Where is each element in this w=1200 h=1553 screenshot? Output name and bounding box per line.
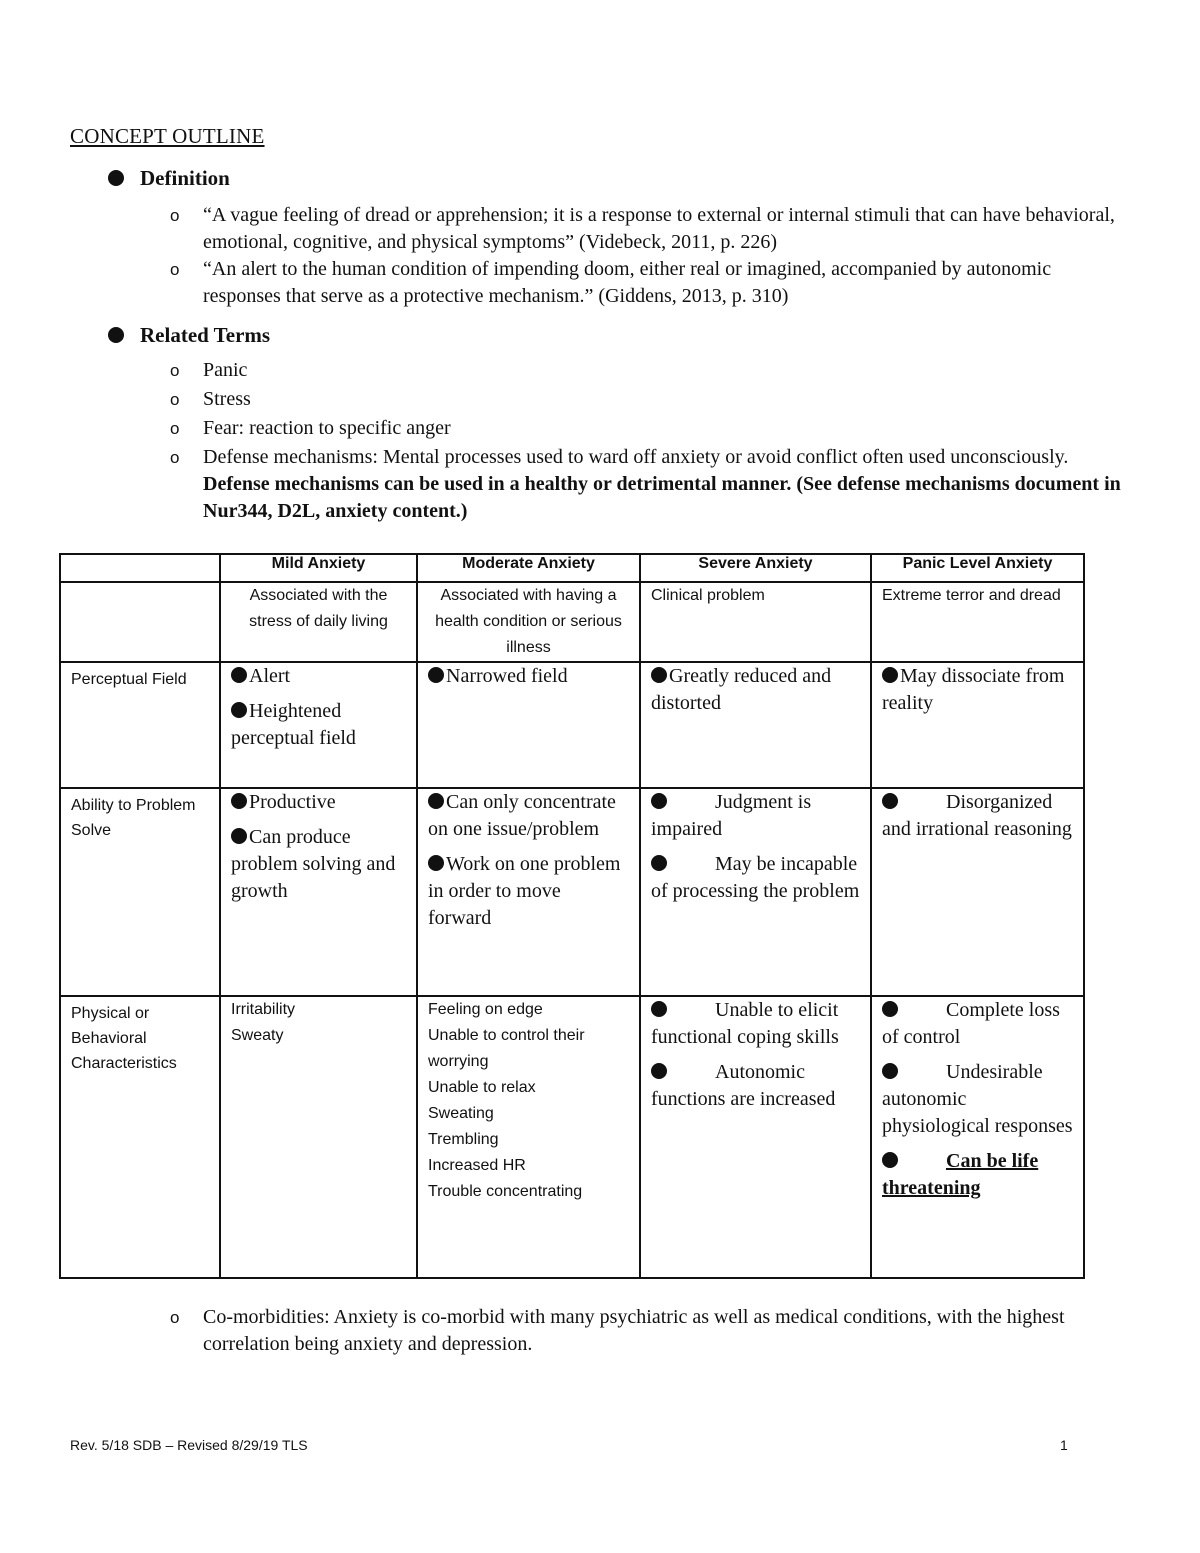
cell-text: Can produce problem solving and growth <box>231 826 396 902</box>
table-row <box>60 788 1084 996</box>
table-cell <box>220 996 417 1278</box>
list-item <box>428 851 629 932</box>
cell-text: Sweaty <box>231 1027 284 1044</box>
bullet-icon <box>651 855 667 871</box>
term-text: Fear: reaction to specific anger <box>203 417 451 439</box>
table-cell: Clinical problem <box>640 582 871 662</box>
defense-bold-text: Defense mechanisms can be used in a healthy or detrimental manner. (See defense mechanisms document in Nur344, D2L, anxiety content.) <box>203 473 1121 522</box>
page-title: CONCEPT OUTLINE <box>70 124 265 148</box>
term-text: Panic <box>203 359 248 381</box>
circle-bullet-icon: o <box>170 1308 180 1327</box>
section-related-terms <box>108 323 270 348</box>
list-item <box>231 663 406 690</box>
bullet-icon <box>882 793 898 809</box>
row-label: Physical or Behavioral Characteristics <box>60 996 220 1278</box>
list-item <box>882 1059 1073 1140</box>
circle-bullet-icon: o <box>170 448 180 467</box>
cell-text: Increased HR <box>428 1157 526 1174</box>
table-cell <box>871 662 1084 788</box>
cell-text: May be incapable of processing the problem <box>651 853 860 902</box>
circle-bullet-icon: o <box>170 361 180 380</box>
list-item <box>882 663 1073 717</box>
table-cell: Extreme terror and dread <box>871 582 1084 662</box>
cell-text: Disorganized and irrational reasoning <box>882 791 1072 840</box>
table-cell: Associated with the stress of daily living <box>220 582 417 662</box>
list-item <box>651 789 860 843</box>
list-item <box>651 997 860 1051</box>
cell-text: Can be life threatening <box>882 1150 1039 1199</box>
bullet-icon <box>108 327 124 343</box>
cell-text: Undesirable autonomic physiological responses <box>882 1061 1073 1137</box>
cell-text: Feeling on edge <box>428 1001 543 1018</box>
list-item <box>651 851 860 905</box>
term-item <box>170 444 1130 525</box>
comorbidities-item <box>170 1304 1130 1358</box>
table-cell <box>640 788 871 996</box>
cell-text: Can only concentrate on one issue/problem <box>428 791 616 840</box>
table-cell <box>220 788 417 996</box>
circle-bullet-icon: o <box>170 390 180 409</box>
table-row <box>60 582 1084 662</box>
bullet-icon <box>882 1001 898 1017</box>
bullet-icon <box>651 1063 667 1079</box>
table-header-cell: Moderate Anxiety <box>417 554 640 582</box>
list-item <box>231 698 406 752</box>
bullet-icon <box>882 1152 898 1168</box>
list-item <box>231 789 406 816</box>
circle-bullet-icon: o <box>170 419 180 438</box>
list-item <box>231 824 406 905</box>
list-item <box>651 1059 860 1113</box>
section-heading: Related Terms <box>140 323 271 347</box>
cell-text: Autonomic functions are increased <box>651 1061 836 1110</box>
bullet-icon <box>428 667 444 683</box>
table-row <box>60 662 1084 788</box>
table-header-cell: Mild Anxiety <box>220 554 417 582</box>
bullet-icon <box>428 855 444 871</box>
cell-text: Complete loss of control <box>882 999 1060 1048</box>
cell-text: Alert <box>249 665 291 687</box>
bullet-icon <box>651 667 667 683</box>
list-item <box>882 1148 1073 1202</box>
table-header-cell: Panic Level Anxiety <box>871 554 1084 582</box>
cell-text: Trembling <box>428 1131 499 1148</box>
cell-text: May dissociate from reality <box>882 665 1065 714</box>
list-item <box>882 789 1073 843</box>
term-text: Stress <box>203 388 251 410</box>
table-cell <box>220 662 417 788</box>
list-item <box>882 997 1073 1051</box>
cell-text: Heightened perceptual field <box>231 700 356 749</box>
cell-text: Work on one problem in order to move forward <box>428 853 621 929</box>
table-cell <box>640 996 871 1278</box>
cell-text: Trouble concentrating <box>428 1183 583 1200</box>
bullet-icon <box>651 1001 667 1017</box>
footer-revision: Rev. 5/18 SDB – Revised 8/29/19 TLS <box>70 1437 308 1453</box>
term-item <box>170 386 1130 413</box>
definition-item <box>170 256 1130 310</box>
anxiety-levels-table <box>59 553 1085 1279</box>
bullet-icon <box>231 793 247 809</box>
table-header-cell <box>60 554 220 582</box>
bullet-icon <box>231 702 247 718</box>
cell-text: Sweating <box>428 1105 494 1122</box>
definition-item <box>170 202 1130 256</box>
comorbidities-text: Co-morbidities: Anxiety is co-morbid with many psychiatric as well as medical conditions, with the highest correlation being anxiety and depression. <box>203 1306 1065 1355</box>
circle-bullet-icon: o <box>170 260 180 279</box>
table-cell <box>417 996 640 1278</box>
page-number: 1 <box>1060 1437 1068 1453</box>
bullet-icon <box>108 170 124 186</box>
cell-text: Unable to elicit functional coping skills <box>651 999 839 1048</box>
table-cell: Associated with having a health condition or serious illness <box>417 582 640 662</box>
bullet-icon <box>882 667 898 683</box>
bullet-icon <box>428 793 444 809</box>
table-header-cell: Severe Anxiety <box>640 554 871 582</box>
list-item <box>428 789 629 843</box>
definition-text: “An alert to the human condition of impending doom, either real or imagined, accompanied by autonomic responses that serve as a protective mechanism.” (Giddens, 2013, p. 310) <box>203 258 1052 307</box>
definition-text: “A vague feeling of dread or apprehension; it is a response to external or internal stimuli that can have behavioral, emotional, cognitive, and physical symptoms” (Videbeck, 2011, p. 226) <box>203 204 1115 253</box>
table-row <box>60 996 1084 1278</box>
bullet-icon <box>231 828 247 844</box>
bullet-icon <box>882 1063 898 1079</box>
circle-bullet-icon: o <box>170 206 180 225</box>
row-label: Ability to Problem Solve <box>60 788 220 996</box>
section-definition <box>108 166 230 191</box>
table-cell <box>640 662 871 788</box>
bullet-icon <box>651 793 667 809</box>
row-label: Perceptual Field <box>60 662 220 788</box>
table-cell <box>60 582 220 662</box>
cell-text: Irritability <box>231 1001 296 1018</box>
term-text <box>203 444 1130 525</box>
table-cell <box>871 788 1084 996</box>
cell-text: Judgment is impaired <box>651 791 812 840</box>
cell-text: Unable to control their worrying <box>428 1027 585 1070</box>
term-item <box>170 357 1130 384</box>
cell-text: Unable to relax <box>428 1079 536 1096</box>
section-heading: Definition <box>140 166 230 190</box>
cell-text: Narrowed field <box>446 665 568 687</box>
table-cell <box>871 996 1084 1278</box>
table-cell <box>417 788 640 996</box>
defense-text: Defense mechanisms: Mental processes used to ward off anxiety or avoid conflict often used unconsciously. <box>203 446 1069 468</box>
bullet-icon <box>231 667 247 683</box>
list-item <box>428 663 629 690</box>
cell-text: Productive <box>249 791 336 813</box>
table-header-row <box>60 554 1084 582</box>
cell-text: Greatly reduced and distorted <box>651 665 832 714</box>
table-cell <box>417 662 640 788</box>
term-item <box>170 415 1130 442</box>
list-item <box>651 663 860 717</box>
